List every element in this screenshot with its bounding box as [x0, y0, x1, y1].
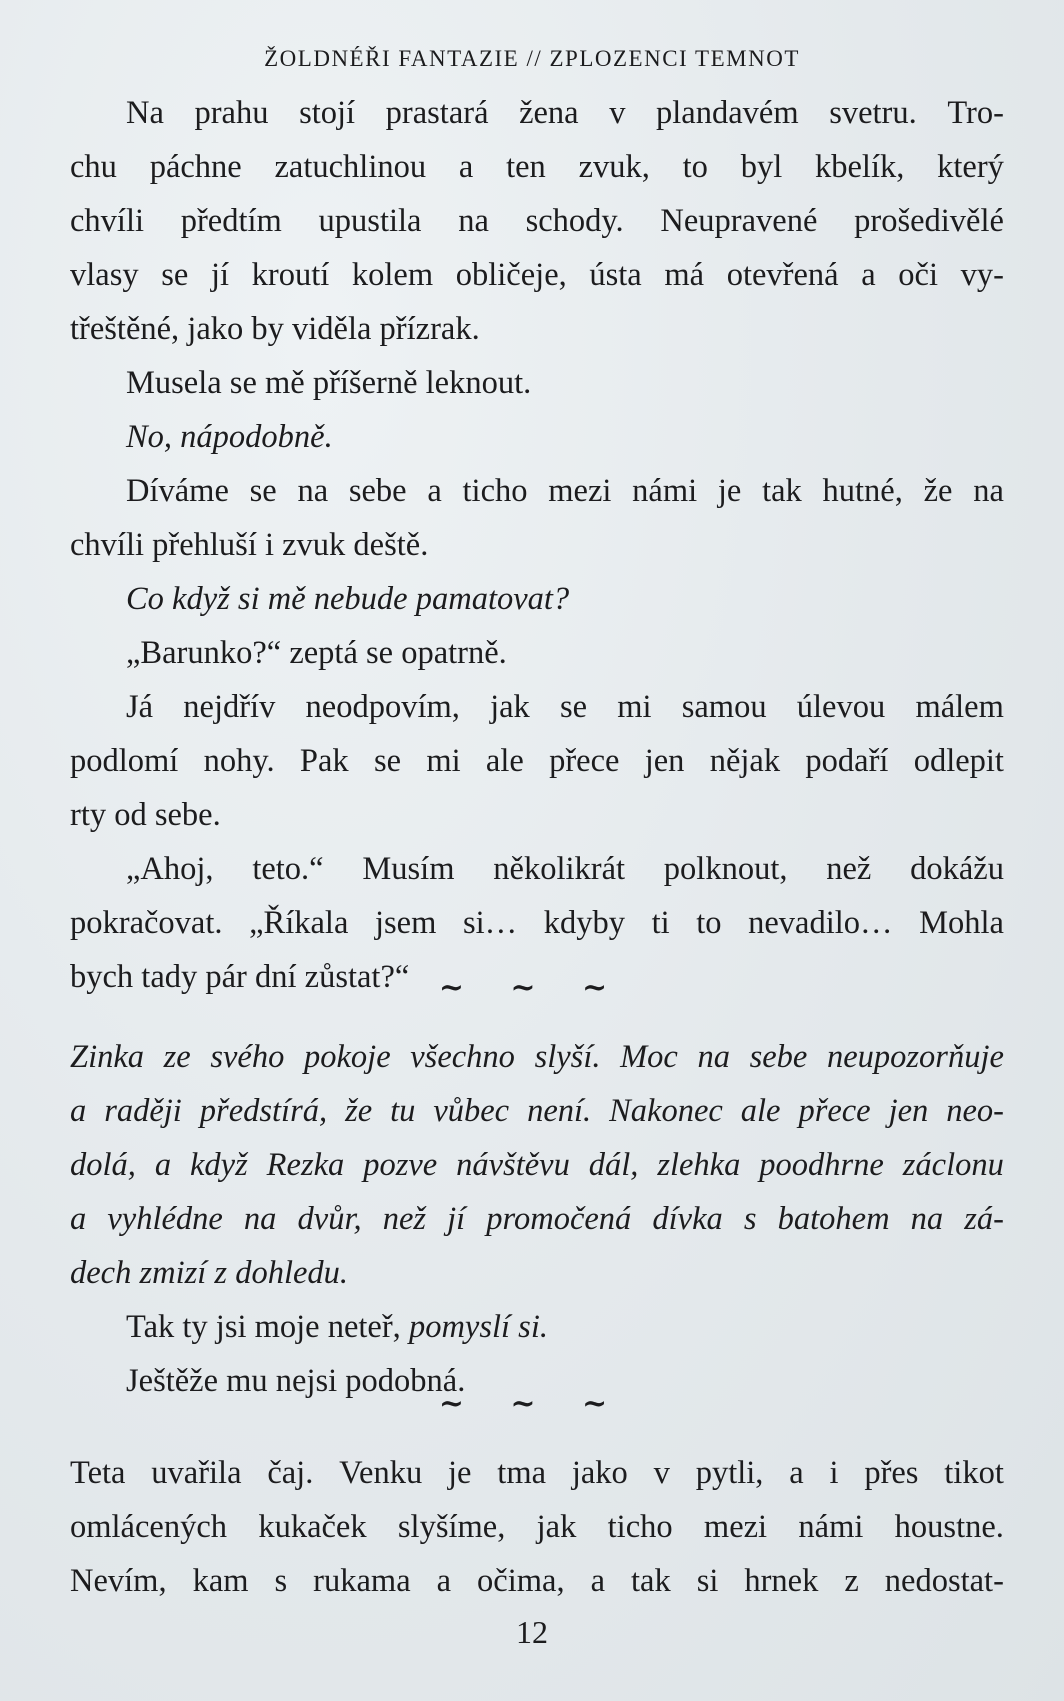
text-line: chvíli předtím upustila na schody. Neupravené prošedivělé — [70, 203, 1004, 239]
text-line: Ještěže mu nejsi podobná. — [126, 1363, 466, 1399]
text-line: chvíli přehluší i zvuk deště. — [70, 527, 429, 563]
text-line: Co když si mě nebude pamatovat? — [126, 581, 570, 617]
section-divider-2: ~ ~ ~ — [438, 1386, 626, 1421]
text-line: rty od sebe. — [70, 797, 221, 833]
running-header: ŽOLDNÉŘI FANTAZIE // ZPLOZENCI TEMNOT — [264, 46, 800, 71]
text-line: Tak ty jsi moje neteř, pomyslí si. — [126, 1309, 548, 1345]
text-line: třeštěné, jako by viděla přízrak. — [70, 311, 480, 347]
paragraph-block-3 — [70, 1446, 1004, 1608]
text-line: a vyhlédne na dvůr, než jí promočená dívka s batohem na zá- — [70, 1201, 1004, 1237]
text-line: podlomí nohy. Pak se mi ale přece jen nějak podaří odlepit — [70, 743, 1004, 779]
section-divider-1: ~ ~ ~ — [438, 970, 626, 1005]
text-line: Teta uvařila čaj. Venku je tma jako v pytli, a i přes tikot — [70, 1455, 1004, 1491]
italic-phrase: pomyslí si. — [408, 1309, 548, 1345]
text-line: a raději předstírá, že tu vůbec není. Nakonec ale přece jen neo- — [70, 1093, 1004, 1129]
text-line: chu páchne zatuchlinou a ten zvuk, to byl kbelík, který — [70, 149, 1004, 185]
text-line: bych tady pár dní zůstat?“ — [70, 959, 410, 995]
text-line: pokračovat. „Říkala jsem si… kdyby ti to nevadilo… Mohla — [70, 905, 1004, 941]
text-line: dolá, a když Rezka pozve návštěvu dál, zlehka poodhrne záclonu — [70, 1147, 1004, 1183]
text-line: Na prahu stojí prastará žena v plandavém svetru. Tro- — [126, 95, 1004, 131]
text-line: Musela se mě příšerně leknout. — [126, 365, 532, 401]
paragraph-block-2 — [70, 1030, 1004, 1408]
text-line: „Barunko?“ zeptá se opatrně. — [126, 635, 507, 671]
text-line: vlasy se jí kroutí kolem obličeje, ústa má otevřená a oči vy- — [70, 257, 1004, 293]
text-line: dech zmizí z dohledu. — [70, 1255, 349, 1291]
text-line: Nevím, kam s rukama a očima, a tak si hrnek z nedostat- — [70, 1563, 1004, 1599]
text-line: Zinka ze svého pokoje všechno slyší. Moc na sebe neupozorňuje — [70, 1039, 1004, 1075]
text-line: No, nápodobně. — [126, 419, 333, 455]
text-line: Díváme se na sebe a ticho mezi námi je tak hutné, že na — [126, 473, 1004, 509]
paragraph-block-1 — [70, 86, 1004, 1004]
page-number: 12 — [516, 1614, 548, 1650]
text-line: Já nejdřív neodpovím, jak se mi samou úlevou málem — [126, 689, 1004, 725]
text-line: omlácených kukaček slyšíme, jak ticho mezi námi houstne. — [70, 1509, 1004, 1545]
text-line: „Ahoj, teto.“ Musím několikrát polknout, než dokážu — [126, 851, 1004, 887]
